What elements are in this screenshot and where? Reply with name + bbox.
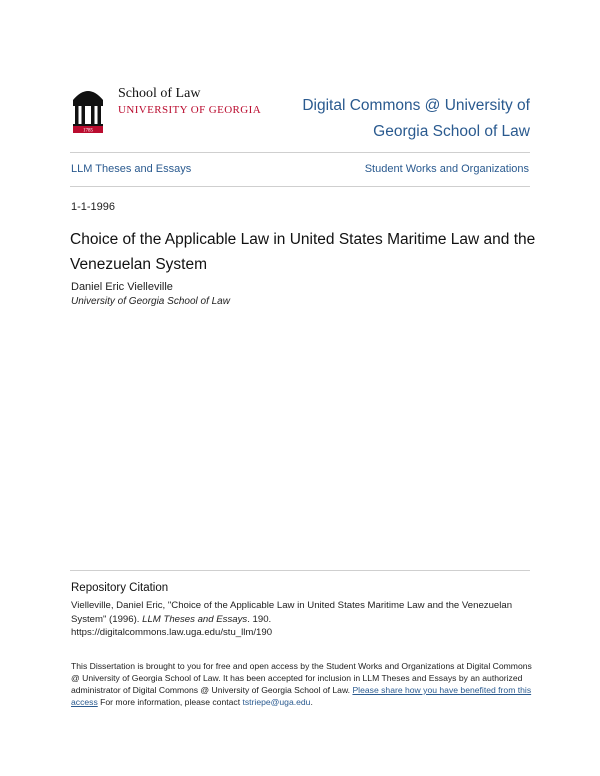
share-feedback-link[interactable]: Please share how you have benefited from this access [71, 685, 532, 707]
citation-series: LLM Theses and Essays [142, 613, 248, 625]
access-text: This Dissertation is brought to you for free and open access by the Student Works and Organizations at Digital Commons @ University of Georgia School of Law. It has been accepted for inclusion in LLM Theses and Essays by an authorized administrator of Digital Commons @ University of Georgia School of Law. [71, 661, 532, 695]
citation-number: . 190. [247, 613, 272, 625]
document-title: Choice of the Applicable Law in United States Maritime Law and the Venezuelan System [70, 231, 536, 273]
school-logo[interactable] [71, 84, 276, 134]
access-statement [71, 660, 536, 708]
publication-date: 1-1-1996 [71, 201, 116, 213]
citation-divider [70, 570, 530, 571]
contact-text: For more information, please contact [97, 697, 243, 707]
citation-line: Vielleville, Daniel Eric, "Choice of the Applicable Law in United States Maritime Law and the Venezuelan System" (1996). [71, 600, 513, 625]
author-name: Daniel Eric Vielleville [71, 281, 173, 293]
citation-text [71, 599, 536, 640]
student-works-link[interactable]: Student Works and Organizations [364, 163, 529, 175]
svg-text:1785: 1785 [83, 128, 93, 134]
llm-theses-link[interactable]: LLM Theses and Essays [71, 163, 192, 175]
header-divider [70, 152, 530, 153]
footer-end: . [310, 697, 313, 707]
logo-school-name: School of Law [118, 86, 201, 101]
repository-title-link[interactable]: Digital Commons @ University of Georgia School of Law [302, 97, 530, 140]
logo-university-name: UNIVERSITY OF GEORGIA [118, 104, 262, 116]
citation-url[interactable]: https://digitalcommons.law.uga.edu/stu_llm/190 [71, 627, 273, 638]
nav-divider [70, 186, 530, 187]
contact-email-link[interactable]: tstriepe@uga.edu [242, 697, 311, 707]
author-affiliation: University of Georgia School of Law [71, 296, 230, 307]
citation-heading: Repository Citation [71, 582, 169, 594]
arch-logo-icon [71, 84, 105, 134]
